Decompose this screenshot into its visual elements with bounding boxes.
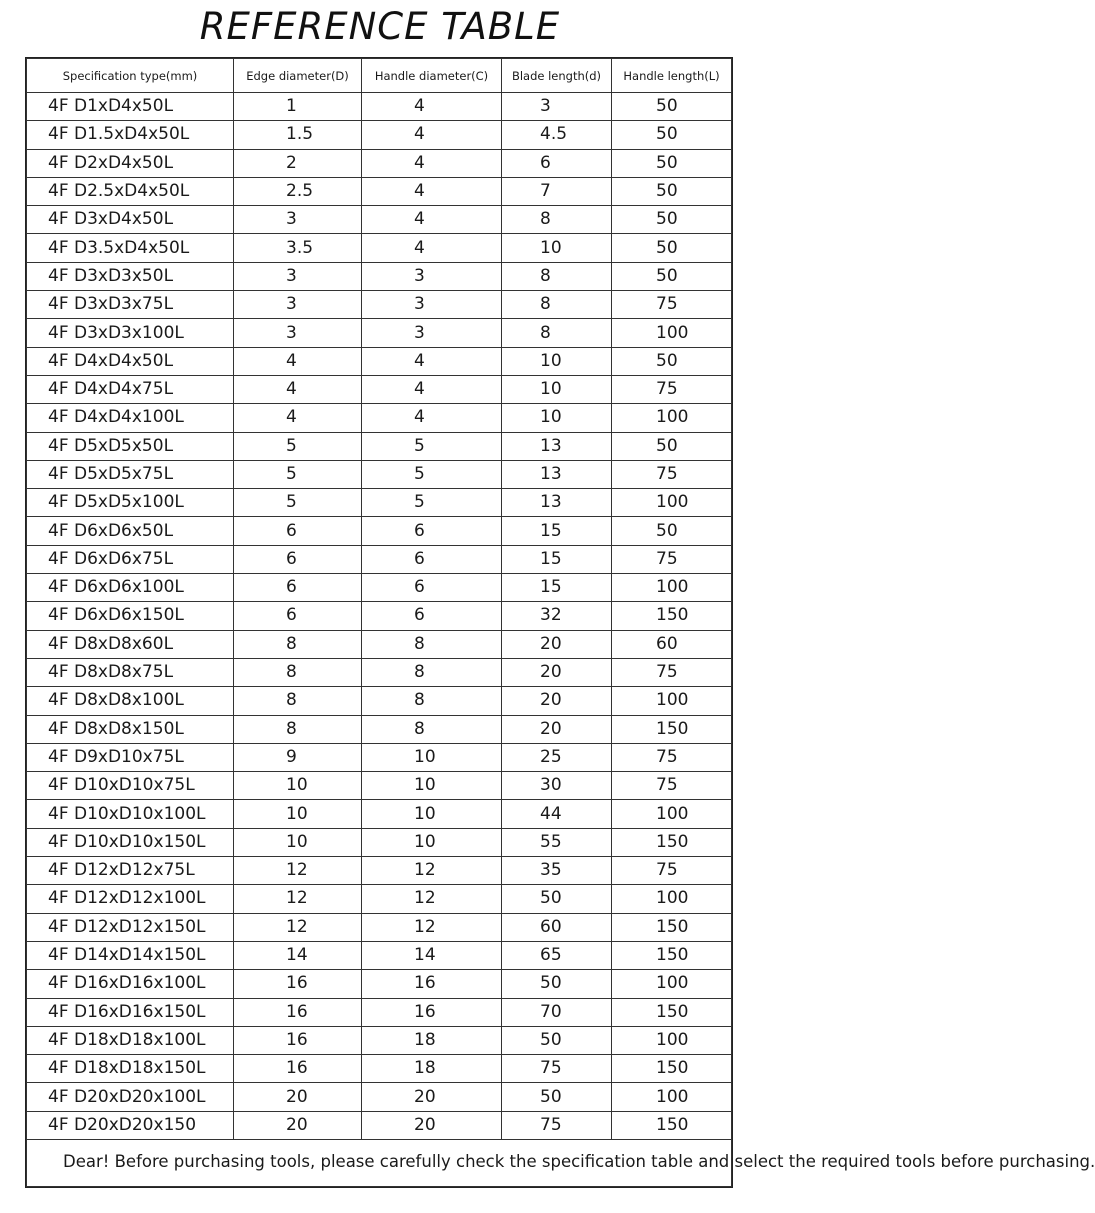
- cell-spec: 4F D3xD3x50L: [27, 262, 234, 290]
- cell-blade-length: 10: [502, 234, 612, 262]
- cell-handle-length: 100: [612, 687, 732, 715]
- column-header-handle-length: Handle length(L): [612, 59, 732, 93]
- cell-spec: 4F D2.5xD4x50L: [27, 177, 234, 205]
- cell-blade-length: 32: [502, 602, 612, 630]
- table-row: [27, 347, 732, 375]
- cell-edge-diameter: 10: [234, 828, 362, 856]
- cell-edge-diameter: 16: [234, 1055, 362, 1083]
- cell-handle-diameter: 4: [362, 149, 502, 177]
- header-row: [27, 59, 732, 93]
- cell-edge-diameter: 3.5: [234, 234, 362, 262]
- cell-handle-length: 100: [612, 970, 732, 998]
- table-row: [27, 149, 732, 177]
- table-row: [27, 432, 732, 460]
- cell-blade-length: 15: [502, 545, 612, 573]
- cell-handle-length: 75: [612, 460, 732, 488]
- cell-handle-diameter: 3: [362, 262, 502, 290]
- table-row: [27, 121, 732, 149]
- purchase-note: Dear! Before purchasing tools, please carefully check the specification table and select the required tools before purchasing.: [27, 1139, 732, 1186]
- cell-edge-diameter: 4: [234, 347, 362, 375]
- cell-blade-length: 55: [502, 828, 612, 856]
- table-row: [27, 941, 732, 969]
- cell-handle-length: 150: [612, 602, 732, 630]
- cell-spec: 4F D9xD10x75L: [27, 743, 234, 771]
- cell-edge-diameter: 5: [234, 432, 362, 460]
- cell-edge-diameter: 10: [234, 772, 362, 800]
- cell-blade-length: 65: [502, 941, 612, 969]
- cell-handle-diameter: 6: [362, 574, 502, 602]
- cell-blade-length: 20: [502, 658, 612, 686]
- cell-spec: 4F D4xD4x75L: [27, 375, 234, 403]
- cell-edge-diameter: 14: [234, 941, 362, 969]
- cell-spec: 4F D8xD8x75L: [27, 658, 234, 686]
- cell-spec: 4F D4xD4x100L: [27, 404, 234, 432]
- cell-handle-diameter: 5: [362, 460, 502, 488]
- table-row: [27, 715, 732, 743]
- cell-spec: 4F D20xD20x100L: [27, 1083, 234, 1111]
- cell-edge-diameter: 20: [234, 1111, 362, 1139]
- table-row: [27, 800, 732, 828]
- table-row: [27, 489, 732, 517]
- table-row: [27, 375, 732, 403]
- cell-handle-diameter: 4: [362, 93, 502, 121]
- cell-spec: 4F D16xD16x150L: [27, 998, 234, 1026]
- cell-edge-diameter: 3: [234, 291, 362, 319]
- cell-blade-length: 8: [502, 291, 612, 319]
- cell-edge-diameter: 10: [234, 800, 362, 828]
- cell-handle-diameter: 3: [362, 319, 502, 347]
- cell-handle-length: 60: [612, 630, 732, 658]
- cell-spec: 4F D3xD3x75L: [27, 291, 234, 319]
- cell-handle-diameter: 8: [362, 658, 502, 686]
- table-row: [27, 206, 732, 234]
- cell-blade-length: 7: [502, 177, 612, 205]
- cell-blade-length: 10: [502, 375, 612, 403]
- cell-edge-diameter: 6: [234, 545, 362, 573]
- cell-blade-length: 8: [502, 206, 612, 234]
- cell-spec: 4F D20xD20x150: [27, 1111, 234, 1139]
- cell-spec: 4F D1xD4x50L: [27, 93, 234, 121]
- cell-handle-length: 100: [612, 1083, 732, 1111]
- cell-handle-diameter: 6: [362, 517, 502, 545]
- cell-spec: 4F D8xD8x100L: [27, 687, 234, 715]
- cell-edge-diameter: 12: [234, 857, 362, 885]
- cell-spec: 4F D5xD5x50L: [27, 432, 234, 460]
- cell-edge-diameter: 20: [234, 1083, 362, 1111]
- cell-blade-length: 15: [502, 517, 612, 545]
- table-row: [27, 630, 732, 658]
- cell-edge-diameter: 2: [234, 149, 362, 177]
- cell-spec: 4F D5xD5x75L: [27, 460, 234, 488]
- table-row: [27, 772, 732, 800]
- cell-handle-length: 50: [612, 262, 732, 290]
- cell-handle-length: 75: [612, 857, 732, 885]
- cell-blade-length: 60: [502, 913, 612, 941]
- cell-handle-length: 50: [612, 149, 732, 177]
- column-header-spec: Specification type(mm): [27, 59, 234, 93]
- cell-handle-length: 100: [612, 489, 732, 517]
- cell-handle-length: 75: [612, 545, 732, 573]
- cell-edge-diameter: 3: [234, 206, 362, 234]
- cell-edge-diameter: 3: [234, 319, 362, 347]
- cell-spec: 4F D6xD6x50L: [27, 517, 234, 545]
- cell-handle-diameter: 6: [362, 602, 502, 630]
- cell-edge-diameter: 2.5: [234, 177, 362, 205]
- cell-edge-diameter: 9: [234, 743, 362, 771]
- cell-handle-length: 150: [612, 828, 732, 856]
- cell-edge-diameter: 12: [234, 913, 362, 941]
- column-header-edge-diameter: Edge diameter(D): [234, 59, 362, 93]
- cell-edge-diameter: 16: [234, 970, 362, 998]
- cell-handle-diameter: 8: [362, 687, 502, 715]
- cell-handle-diameter: 5: [362, 489, 502, 517]
- cell-spec: 4F D8xD8x150L: [27, 715, 234, 743]
- table-row: [27, 404, 732, 432]
- cell-edge-diameter: 4: [234, 404, 362, 432]
- table-row: [27, 828, 732, 856]
- table-row: [27, 885, 732, 913]
- cell-handle-length: 50: [612, 347, 732, 375]
- cell-spec: 4F D18xD18x100L: [27, 1026, 234, 1054]
- cell-blade-length: 75: [502, 1111, 612, 1139]
- cell-handle-length: 150: [612, 715, 732, 743]
- cell-blade-length: 20: [502, 630, 612, 658]
- cell-edge-diameter: 8: [234, 687, 362, 715]
- cell-handle-length: 75: [612, 375, 732, 403]
- cell-handle-diameter: 10: [362, 800, 502, 828]
- cell-blade-length: 13: [502, 489, 612, 517]
- table-row: [27, 913, 732, 941]
- cell-blade-length: 50: [502, 885, 612, 913]
- cell-blade-length: 20: [502, 687, 612, 715]
- table-row: [27, 998, 732, 1026]
- cell-spec: 4F D3.5xD4x50L: [27, 234, 234, 262]
- cell-spec: 4F D8xD8x60L: [27, 630, 234, 658]
- column-header-handle-diameter: Handle diameter(C): [362, 59, 502, 93]
- cell-handle-length: 100: [612, 885, 732, 913]
- column-header-blade-length: Blade length(d): [502, 59, 612, 93]
- cell-handle-length: 100: [612, 319, 732, 347]
- cell-spec: 4F D6xD6x75L: [27, 545, 234, 573]
- cell-spec: 4F D3xD4x50L: [27, 206, 234, 234]
- cell-handle-diameter: 14: [362, 941, 502, 969]
- table-row: [27, 970, 732, 998]
- table-row: [27, 658, 732, 686]
- cell-blade-length: 35: [502, 857, 612, 885]
- table-row: [27, 177, 732, 205]
- cell-spec: 4F D1.5xD4x50L: [27, 121, 234, 149]
- cell-handle-length: 150: [612, 941, 732, 969]
- cell-blade-length: 13: [502, 432, 612, 460]
- cell-handle-diameter: 18: [362, 1055, 502, 1083]
- cell-handle-length: 150: [612, 998, 732, 1026]
- cell-spec: 4F D16xD16x100L: [27, 970, 234, 998]
- cell-handle-diameter: 3: [362, 291, 502, 319]
- table-body: [27, 93, 732, 1140]
- cell-handle-diameter: 10: [362, 743, 502, 771]
- table-row: [27, 1055, 732, 1083]
- table-row: [27, 517, 732, 545]
- cell-blade-length: 20: [502, 715, 612, 743]
- cell-blade-length: 4.5: [502, 121, 612, 149]
- cell-edge-diameter: 1.5: [234, 121, 362, 149]
- cell-edge-diameter: 8: [234, 658, 362, 686]
- cell-edge-diameter: 6: [234, 602, 362, 630]
- cell-handle-diameter: 8: [362, 715, 502, 743]
- cell-spec: 4F D6xD6x100L: [27, 574, 234, 602]
- cell-edge-diameter: 5: [234, 460, 362, 488]
- reference-table-container: [25, 57, 1095, 1188]
- cell-handle-diameter: 16: [362, 998, 502, 1026]
- table-footer: [27, 1139, 1095, 1186]
- cell-edge-diameter: 3: [234, 262, 362, 290]
- table-row: [27, 93, 732, 121]
- cell-blade-length: 8: [502, 262, 612, 290]
- cell-blade-length: 10: [502, 404, 612, 432]
- page-title: REFERENCE TABLE: [199, 5, 561, 48]
- cell-edge-diameter: 6: [234, 574, 362, 602]
- cell-handle-length: 150: [612, 1111, 732, 1139]
- cell-handle-diameter: 16: [362, 970, 502, 998]
- cell-edge-diameter: 8: [234, 715, 362, 743]
- cell-handle-diameter: 4: [362, 177, 502, 205]
- cell-blade-length: 50: [502, 970, 612, 998]
- cell-spec: 4F D12xD12x150L: [27, 913, 234, 941]
- cell-blade-length: 75: [502, 1055, 612, 1083]
- cell-spec: 4F D10xD10x150L: [27, 828, 234, 856]
- cell-spec: 4F D3xD3x100L: [27, 319, 234, 347]
- cell-handle-diameter: 8: [362, 630, 502, 658]
- cell-handle-length: 50: [612, 234, 732, 262]
- cell-spec: 4F D12xD12x75L: [27, 857, 234, 885]
- table-row: [27, 1111, 732, 1139]
- cell-handle-length: 75: [612, 772, 732, 800]
- cell-blade-length: 13: [502, 460, 612, 488]
- cell-spec: 4F D2xD4x50L: [27, 149, 234, 177]
- cell-edge-diameter: 5: [234, 489, 362, 517]
- cell-handle-diameter: 5: [362, 432, 502, 460]
- cell-handle-diameter: 20: [362, 1111, 502, 1139]
- cell-handle-length: 75: [612, 658, 732, 686]
- cell-handle-diameter: 12: [362, 913, 502, 941]
- cell-handle-length: 50: [612, 517, 732, 545]
- cell-blade-length: 44: [502, 800, 612, 828]
- cell-handle-diameter: 12: [362, 857, 502, 885]
- cell-handle-length: 75: [612, 291, 732, 319]
- cell-blade-length: 25: [502, 743, 612, 771]
- cell-spec: 4F D14xD14x150L: [27, 941, 234, 969]
- cell-spec: 4F D4xD4x50L: [27, 347, 234, 375]
- table-row: [27, 1026, 732, 1054]
- table-row: [27, 262, 732, 290]
- cell-edge-diameter: 4: [234, 375, 362, 403]
- cell-handle-length: 50: [612, 121, 732, 149]
- table-header: [27, 59, 732, 93]
- table-row: [27, 743, 732, 771]
- cell-handle-diameter: 4: [362, 121, 502, 149]
- cell-handle-length: 100: [612, 800, 732, 828]
- cell-handle-length: 150: [612, 1055, 732, 1083]
- cell-handle-length: 100: [612, 1026, 732, 1054]
- cell-handle-diameter: 4: [362, 375, 502, 403]
- cell-handle-length: 100: [612, 574, 732, 602]
- table-row: [27, 291, 732, 319]
- table-row: [27, 545, 732, 573]
- cell-handle-diameter: 10: [362, 772, 502, 800]
- table-row: [27, 602, 732, 630]
- cell-edge-diameter: 8: [234, 630, 362, 658]
- cell-spec: 4F D12xD12x100L: [27, 885, 234, 913]
- table-row: [27, 1083, 732, 1111]
- cell-blade-length: 30: [502, 772, 612, 800]
- table-row: [27, 687, 732, 715]
- cell-blade-length: 10: [502, 347, 612, 375]
- cell-handle-diameter: 18: [362, 1026, 502, 1054]
- cell-handle-length: 50: [612, 93, 732, 121]
- cell-blade-length: 15: [502, 574, 612, 602]
- cell-handle-length: 50: [612, 177, 732, 205]
- cell-handle-length: 100: [612, 404, 732, 432]
- note-row: [27, 1139, 732, 1186]
- cell-blade-length: 50: [502, 1026, 612, 1054]
- table-row: [27, 234, 732, 262]
- cell-spec: 4F D10xD10x100L: [27, 800, 234, 828]
- table-row: [27, 460, 732, 488]
- cell-handle-diameter: 4: [362, 347, 502, 375]
- cell-handle-diameter: 4: [362, 206, 502, 234]
- cell-handle-length: 50: [612, 206, 732, 234]
- cell-handle-diameter: 20: [362, 1083, 502, 1111]
- cell-handle-diameter: 4: [362, 404, 502, 432]
- cell-edge-diameter: 16: [234, 1026, 362, 1054]
- cell-handle-length: 75: [612, 743, 732, 771]
- cell-blade-length: 50: [502, 1083, 612, 1111]
- cell-edge-diameter: 1: [234, 93, 362, 121]
- reference-table: [26, 58, 1095, 1187]
- cell-handle-length: 150: [612, 913, 732, 941]
- cell-handle-diameter: 12: [362, 885, 502, 913]
- cell-edge-diameter: 6: [234, 517, 362, 545]
- cell-blade-length: 70: [502, 998, 612, 1026]
- cell-handle-diameter: 6: [362, 545, 502, 573]
- cell-handle-diameter: 4: [362, 234, 502, 262]
- cell-spec: 4F D6xD6x150L: [27, 602, 234, 630]
- table-row: [27, 857, 732, 885]
- cell-handle-diameter: 10: [362, 828, 502, 856]
- cell-spec: 4F D18xD18x150L: [27, 1055, 234, 1083]
- cell-blade-length: 8: [502, 319, 612, 347]
- cell-handle-length: 50: [612, 432, 732, 460]
- cell-spec: 4F D10xD10x75L: [27, 772, 234, 800]
- table-row: [27, 319, 732, 347]
- cell-blade-length: 3: [502, 93, 612, 121]
- cell-edge-diameter: 16: [234, 998, 362, 1026]
- cell-spec: 4F D5xD5x100L: [27, 489, 234, 517]
- cell-edge-diameter: 12: [234, 885, 362, 913]
- cell-blade-length: 6: [502, 149, 612, 177]
- table-row: [27, 574, 732, 602]
